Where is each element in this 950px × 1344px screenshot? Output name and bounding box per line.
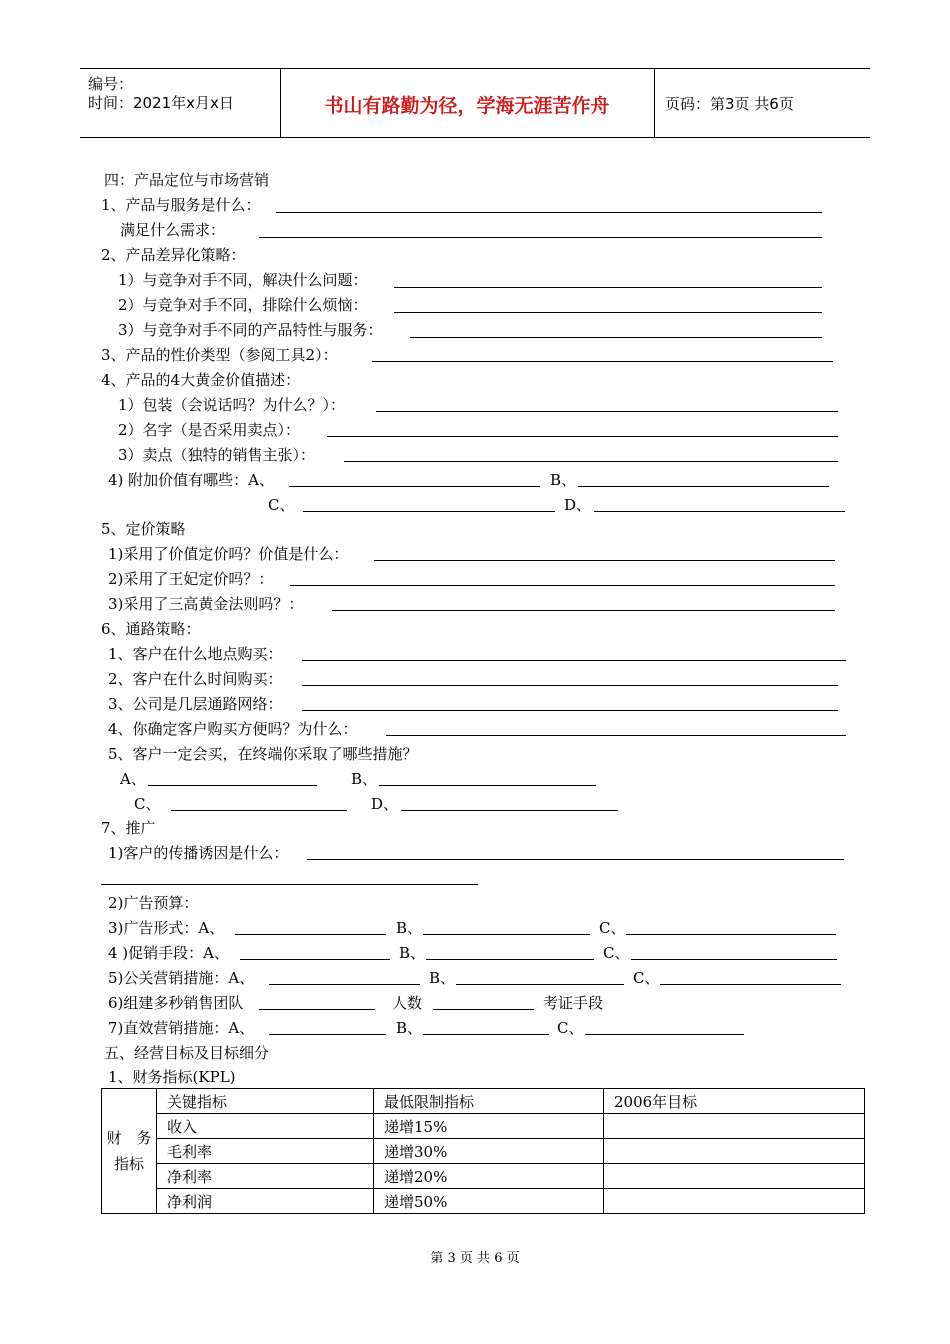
- table-cell: 毛利率: [157, 1139, 374, 1164]
- header-page-number: 页码：第3页 共6页: [665, 95, 794, 113]
- question-label: 3）卖点（独特的销售主张）：: [118, 446, 316, 464]
- option-label: B、: [396, 919, 423, 937]
- target-cell[interactable]: [604, 1114, 865, 1139]
- answer-line[interactable]: [423, 934, 590, 935]
- table-row: [102, 1139, 865, 1164]
- answer-line[interactable]: [269, 984, 420, 985]
- question-label: 1）包装（会说话吗？为什么？）：: [118, 396, 346, 414]
- answer-line[interactable]: [344, 461, 838, 462]
- answer-line[interactable]: [327, 436, 838, 437]
- category-label: 财 务: [106, 1129, 152, 1147]
- answer-line[interactable]: [423, 1034, 549, 1035]
- question-label: 3)采用了三高黄金法则吗？：: [108, 595, 304, 613]
- question-label: 1、客户在什么地点购买：: [108, 645, 283, 663]
- header-motto: 书山有路勤为径，学海无涯苦作舟: [324, 95, 610, 117]
- question-label: 7)直效营销措施：A、: [108, 1019, 255, 1037]
- question-label: 7、推广: [101, 819, 156, 837]
- target-cell[interactable]: [604, 1164, 865, 1189]
- question-label: 4、产品的4大黄金价值描述：: [101, 371, 301, 389]
- section-title: 四：产品定位与市场营销: [104, 171, 270, 189]
- answer-line[interactable]: [101, 884, 478, 885]
- option-label: C、: [599, 919, 626, 937]
- answer-line[interactable]: [259, 1009, 375, 1010]
- table-cell: 净利率: [157, 1164, 374, 1189]
- option-label: C、: [603, 944, 630, 962]
- option-label: B、: [429, 969, 456, 987]
- answer-line[interactable]: [302, 660, 846, 661]
- category-cell: [102, 1089, 157, 1214]
- answer-line[interactable]: [401, 810, 618, 811]
- answer-line[interactable]: [235, 934, 386, 935]
- column-header: 关键指标: [157, 1089, 374, 1114]
- question-label: 6、通路策略：: [101, 620, 201, 638]
- table-cell: 净利润: [157, 1189, 374, 1214]
- answer-line[interactable]: [259, 237, 822, 238]
- answer-line[interactable]: [386, 735, 846, 736]
- answer-line[interactable]: [307, 859, 844, 860]
- answer-line[interactable]: [426, 959, 594, 960]
- answer-line[interactable]: [269, 1034, 386, 1035]
- table-header-row: [102, 1089, 865, 1114]
- option-label: B、: [351, 770, 378, 788]
- option-label: 考证手段: [543, 994, 604, 1012]
- question-label: 2）名字（是否采用卖点）：: [118, 421, 301, 439]
- answer-line[interactable]: [289, 486, 540, 487]
- answer-line[interactable]: [332, 610, 835, 611]
- option-label: B、: [550, 471, 577, 489]
- answer-line[interactable]: [374, 560, 835, 561]
- table-cell: 递增20%: [374, 1164, 604, 1189]
- column-header: 2006年目标: [604, 1089, 865, 1114]
- document-date: 时间：2021年x月x日: [88, 94, 234, 112]
- answer-line[interactable]: [394, 287, 822, 288]
- answer-line[interactable]: [276, 212, 822, 213]
- question-label: 2)采用了王妃定价吗？：: [108, 570, 274, 588]
- option-label: B、: [396, 1019, 423, 1037]
- table-cell: 收入: [157, 1114, 374, 1139]
- answer-line[interactable]: [394, 312, 822, 313]
- answer-line[interactable]: [302, 685, 838, 686]
- question-label: 5、定价策略: [101, 520, 186, 538]
- page-footer: 第 3 页 共 6 页: [430, 1251, 520, 1266]
- option-label: A、: [120, 770, 146, 788]
- question-label: 4、你确定客户购买方便吗？为什么：: [108, 720, 358, 738]
- answer-line[interactable]: [302, 710, 838, 711]
- page-header: [80, 68, 870, 138]
- question-label: 3）与竞争对手不同的产品特性与服务：: [118, 321, 383, 339]
- table-row: [102, 1114, 865, 1139]
- answer-line[interactable]: [585, 1034, 744, 1035]
- question-label: 3、产品的性价类型（参阅工具2）：: [101, 346, 338, 364]
- question-label: 3)广告形式：A、: [108, 919, 225, 937]
- question-label: 6)组建多秒销售团队: [108, 994, 244, 1012]
- answer-line[interactable]: [171, 810, 347, 811]
- table-row: [102, 1164, 865, 1189]
- question-label: 5)公关营销措施：A、: [108, 969, 255, 987]
- option-label: C、: [134, 795, 161, 813]
- question-label: 2、客户在什么时间购买：: [108, 670, 283, 688]
- question-label: 2）与竞争对手不同，排除什么烦恼：: [118, 296, 368, 314]
- answer-line[interactable]: [372, 361, 833, 362]
- option-label: D、: [564, 496, 592, 514]
- question-label: 1)采用了价值定价吗？价值是什么：: [108, 545, 349, 563]
- answer-line[interactable]: [379, 785, 596, 786]
- answer-line[interactable]: [660, 984, 841, 985]
- answer-line[interactable]: [433, 1009, 534, 1010]
- target-cell[interactable]: [604, 1189, 865, 1214]
- option-label: C、: [557, 1019, 584, 1037]
- column-header: 最低限制指标: [374, 1089, 604, 1114]
- question-label: 4) 附加价值有哪些：A、: [108, 471, 274, 489]
- answer-line[interactable]: [410, 337, 822, 338]
- table-row: [102, 1189, 865, 1214]
- question-label: 5、客户一定会买，在终端你采取了哪些措施？: [108, 745, 418, 763]
- financial-indicators-table: [101, 1088, 865, 1214]
- question-label: 1)客户的传播诱因是什么：: [108, 844, 289, 862]
- section-title: 五、经营目标及目标细分: [104, 1044, 270, 1062]
- category-label: 指标: [113, 1155, 144, 1173]
- subsection-title: 1、财务指标(KPL): [108, 1068, 236, 1086]
- header-divider: [654, 69, 655, 137]
- question-label: 4 )促销手段：A、: [108, 944, 229, 962]
- answer-line[interactable]: [148, 785, 317, 786]
- table-cell: 递增50%: [374, 1189, 604, 1214]
- answer-line[interactable]: [626, 934, 836, 935]
- question-label: 1、产品与服务是什么：: [101, 196, 261, 214]
- question-label: 2、产品差异化策略：: [101, 246, 246, 264]
- answer-line[interactable]: [303, 511, 555, 512]
- table-cell: 递增30%: [374, 1139, 604, 1164]
- option-label: C、: [268, 496, 295, 514]
- answer-line[interactable]: [594, 511, 845, 512]
- answer-line[interactable]: [631, 959, 837, 960]
- target-cell[interactable]: [604, 1139, 865, 1164]
- question-label: 1）与竞争对手不同，解决什么问题：: [118, 271, 368, 289]
- answer-line[interactable]: [376, 411, 838, 412]
- answer-line[interactable]: [578, 486, 829, 487]
- answer-line[interactable]: [456, 984, 624, 985]
- answer-line[interactable]: [240, 959, 390, 960]
- option-label: C、: [633, 969, 660, 987]
- question-label: 满足什么需求：: [120, 221, 226, 239]
- question-label: 3、公司是几层通路网络：: [108, 695, 283, 713]
- table-cell: 递增15%: [374, 1114, 604, 1139]
- option-label: 人数: [392, 994, 423, 1012]
- option-label: B、: [399, 944, 426, 962]
- answer-line[interactable]: [290, 585, 835, 586]
- option-label: D、: [371, 795, 399, 813]
- document-number: 编号：: [88, 75, 134, 93]
- question-label: 2)广告预算：: [108, 894, 199, 912]
